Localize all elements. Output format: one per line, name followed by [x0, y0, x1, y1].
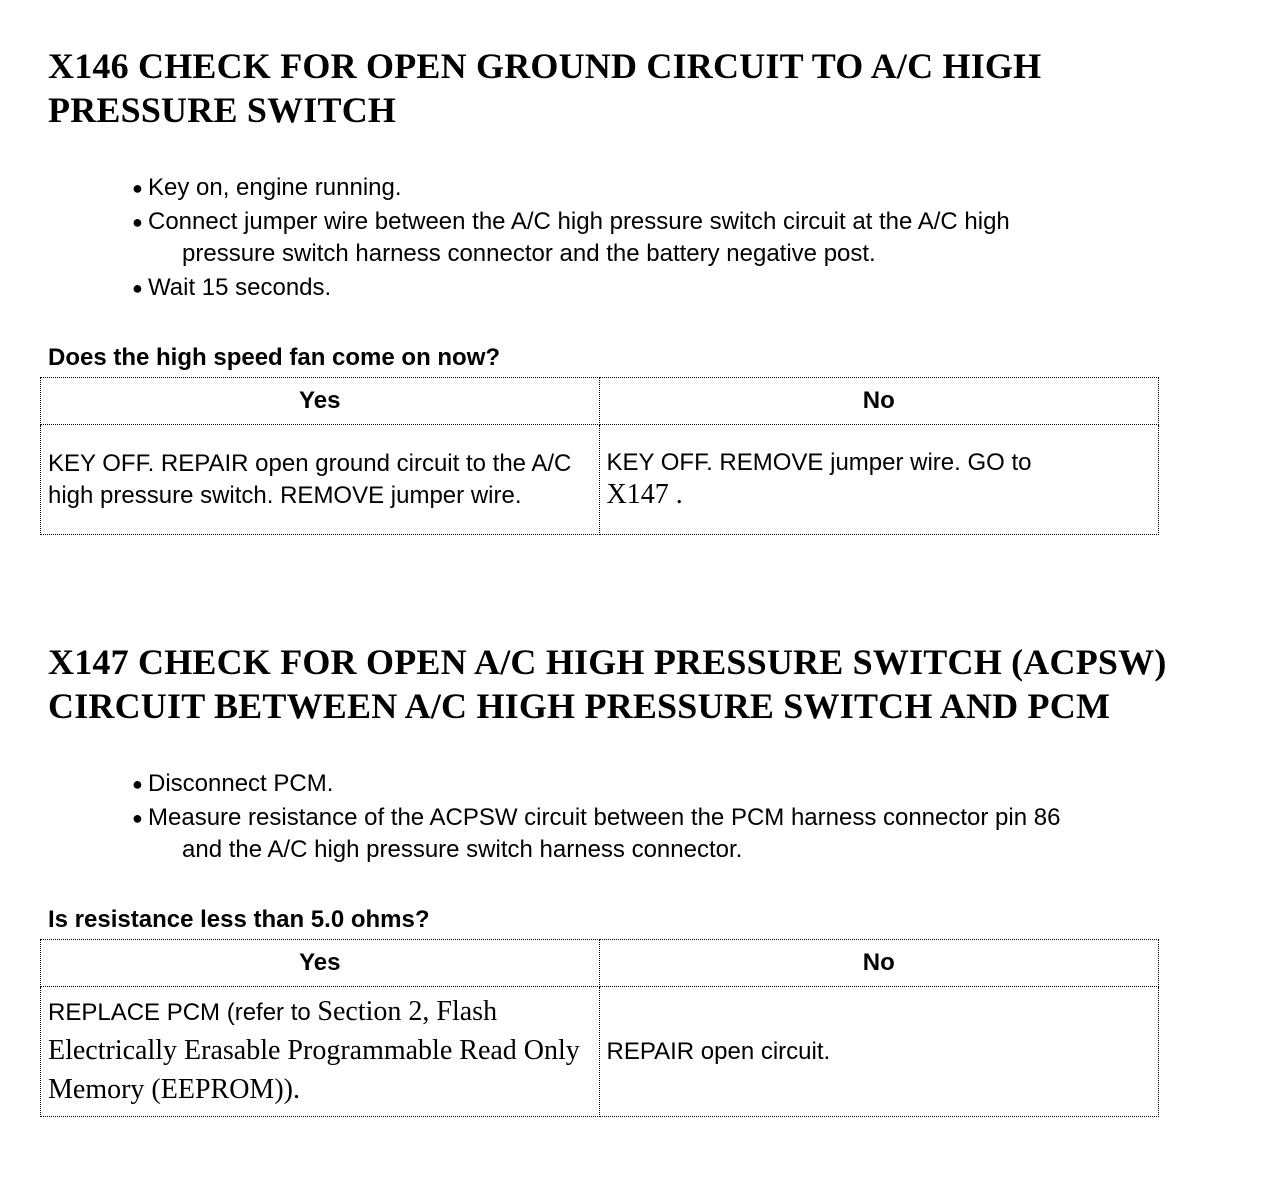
heading-line-1: X147 CHECK FOR OPEN A/C HIGH PRESSURE SWITCH (ACPSW) [48, 642, 1167, 682]
no-cell [599, 425, 1159, 535]
step-item [130, 802, 1060, 866]
bullet-icon: ● [132, 178, 143, 198]
section-2-link[interactable]: Section 2, Flash [317, 996, 498, 1027]
step-text: Connect jumper wire between the A/C high pressure switch circuit at the A/C high [148, 208, 1010, 235]
section-heading [48, 44, 1041, 132]
step-text: Wait 15 seconds. [148, 274, 332, 301]
bullet-icon: ● [132, 212, 143, 232]
question-text: Is resistance less than 5.0 ohms? [48, 906, 430, 933]
step-list [130, 172, 1010, 306]
no-cell-text: KEY OFF. REMOVE jumper wire. GO to [606, 449, 1032, 476]
question-text: Does the high speed fan come on now? [48, 344, 501, 371]
no-header: No [599, 940, 1158, 987]
heading-line-1: X146 CHECK FOR OPEN GROUND CIRCUIT TO A/C HIGH [48, 46, 1042, 86]
yes-no-table [40, 377, 1159, 535]
step-item [130, 206, 1010, 270]
step-item [130, 172, 1010, 204]
heading-line-2: CIRCUIT BETWEEN A/C HIGH PRESSURE SWITCH AND PCM [48, 686, 1111, 726]
heading-line-2: PRESSURE SWITCH [48, 90, 397, 130]
section-heading [48, 640, 1167, 728]
step-text: Key on, engine running. [148, 174, 402, 201]
yes-cell-text: REPLACE PCM (refer to [48, 999, 311, 1026]
step-text: Measure resistance of the ACPSW circuit between the PCM harness connector pin 86 [148, 804, 1061, 831]
step-text: Disconnect PCM. [148, 770, 334, 797]
bullet-icon: ● [132, 808, 143, 828]
yes-header: Yes [41, 378, 600, 425]
yes-no-table [40, 939, 1159, 1117]
bullet-icon: ● [132, 278, 143, 298]
no-header: No [599, 378, 1159, 425]
yes-cell [41, 987, 600, 1117]
step-list [130, 768, 1060, 868]
bullet-icon: ● [132, 774, 143, 794]
step-item [130, 272, 1010, 304]
eeprom-link[interactable]: Electrically Erasable Programmable Read Only Memory (EEPROM)). [48, 1035, 580, 1105]
step-item [130, 768, 1060, 800]
step-text-continued: and the A/C high pressure switch harness connector. [182, 836, 743, 863]
step-text-continued: pressure switch harness connector and the battery negative post. [182, 240, 876, 267]
yes-header: Yes [41, 940, 600, 987]
no-cell: REPAIR open circuit. [599, 987, 1158, 1117]
goto-x147-link[interactable]: X147 . [606, 479, 683, 510]
yes-cell: KEY OFF. REPAIR open ground circuit to the A/C high pressure switch. REMOVE jumper wire. [41, 425, 600, 535]
